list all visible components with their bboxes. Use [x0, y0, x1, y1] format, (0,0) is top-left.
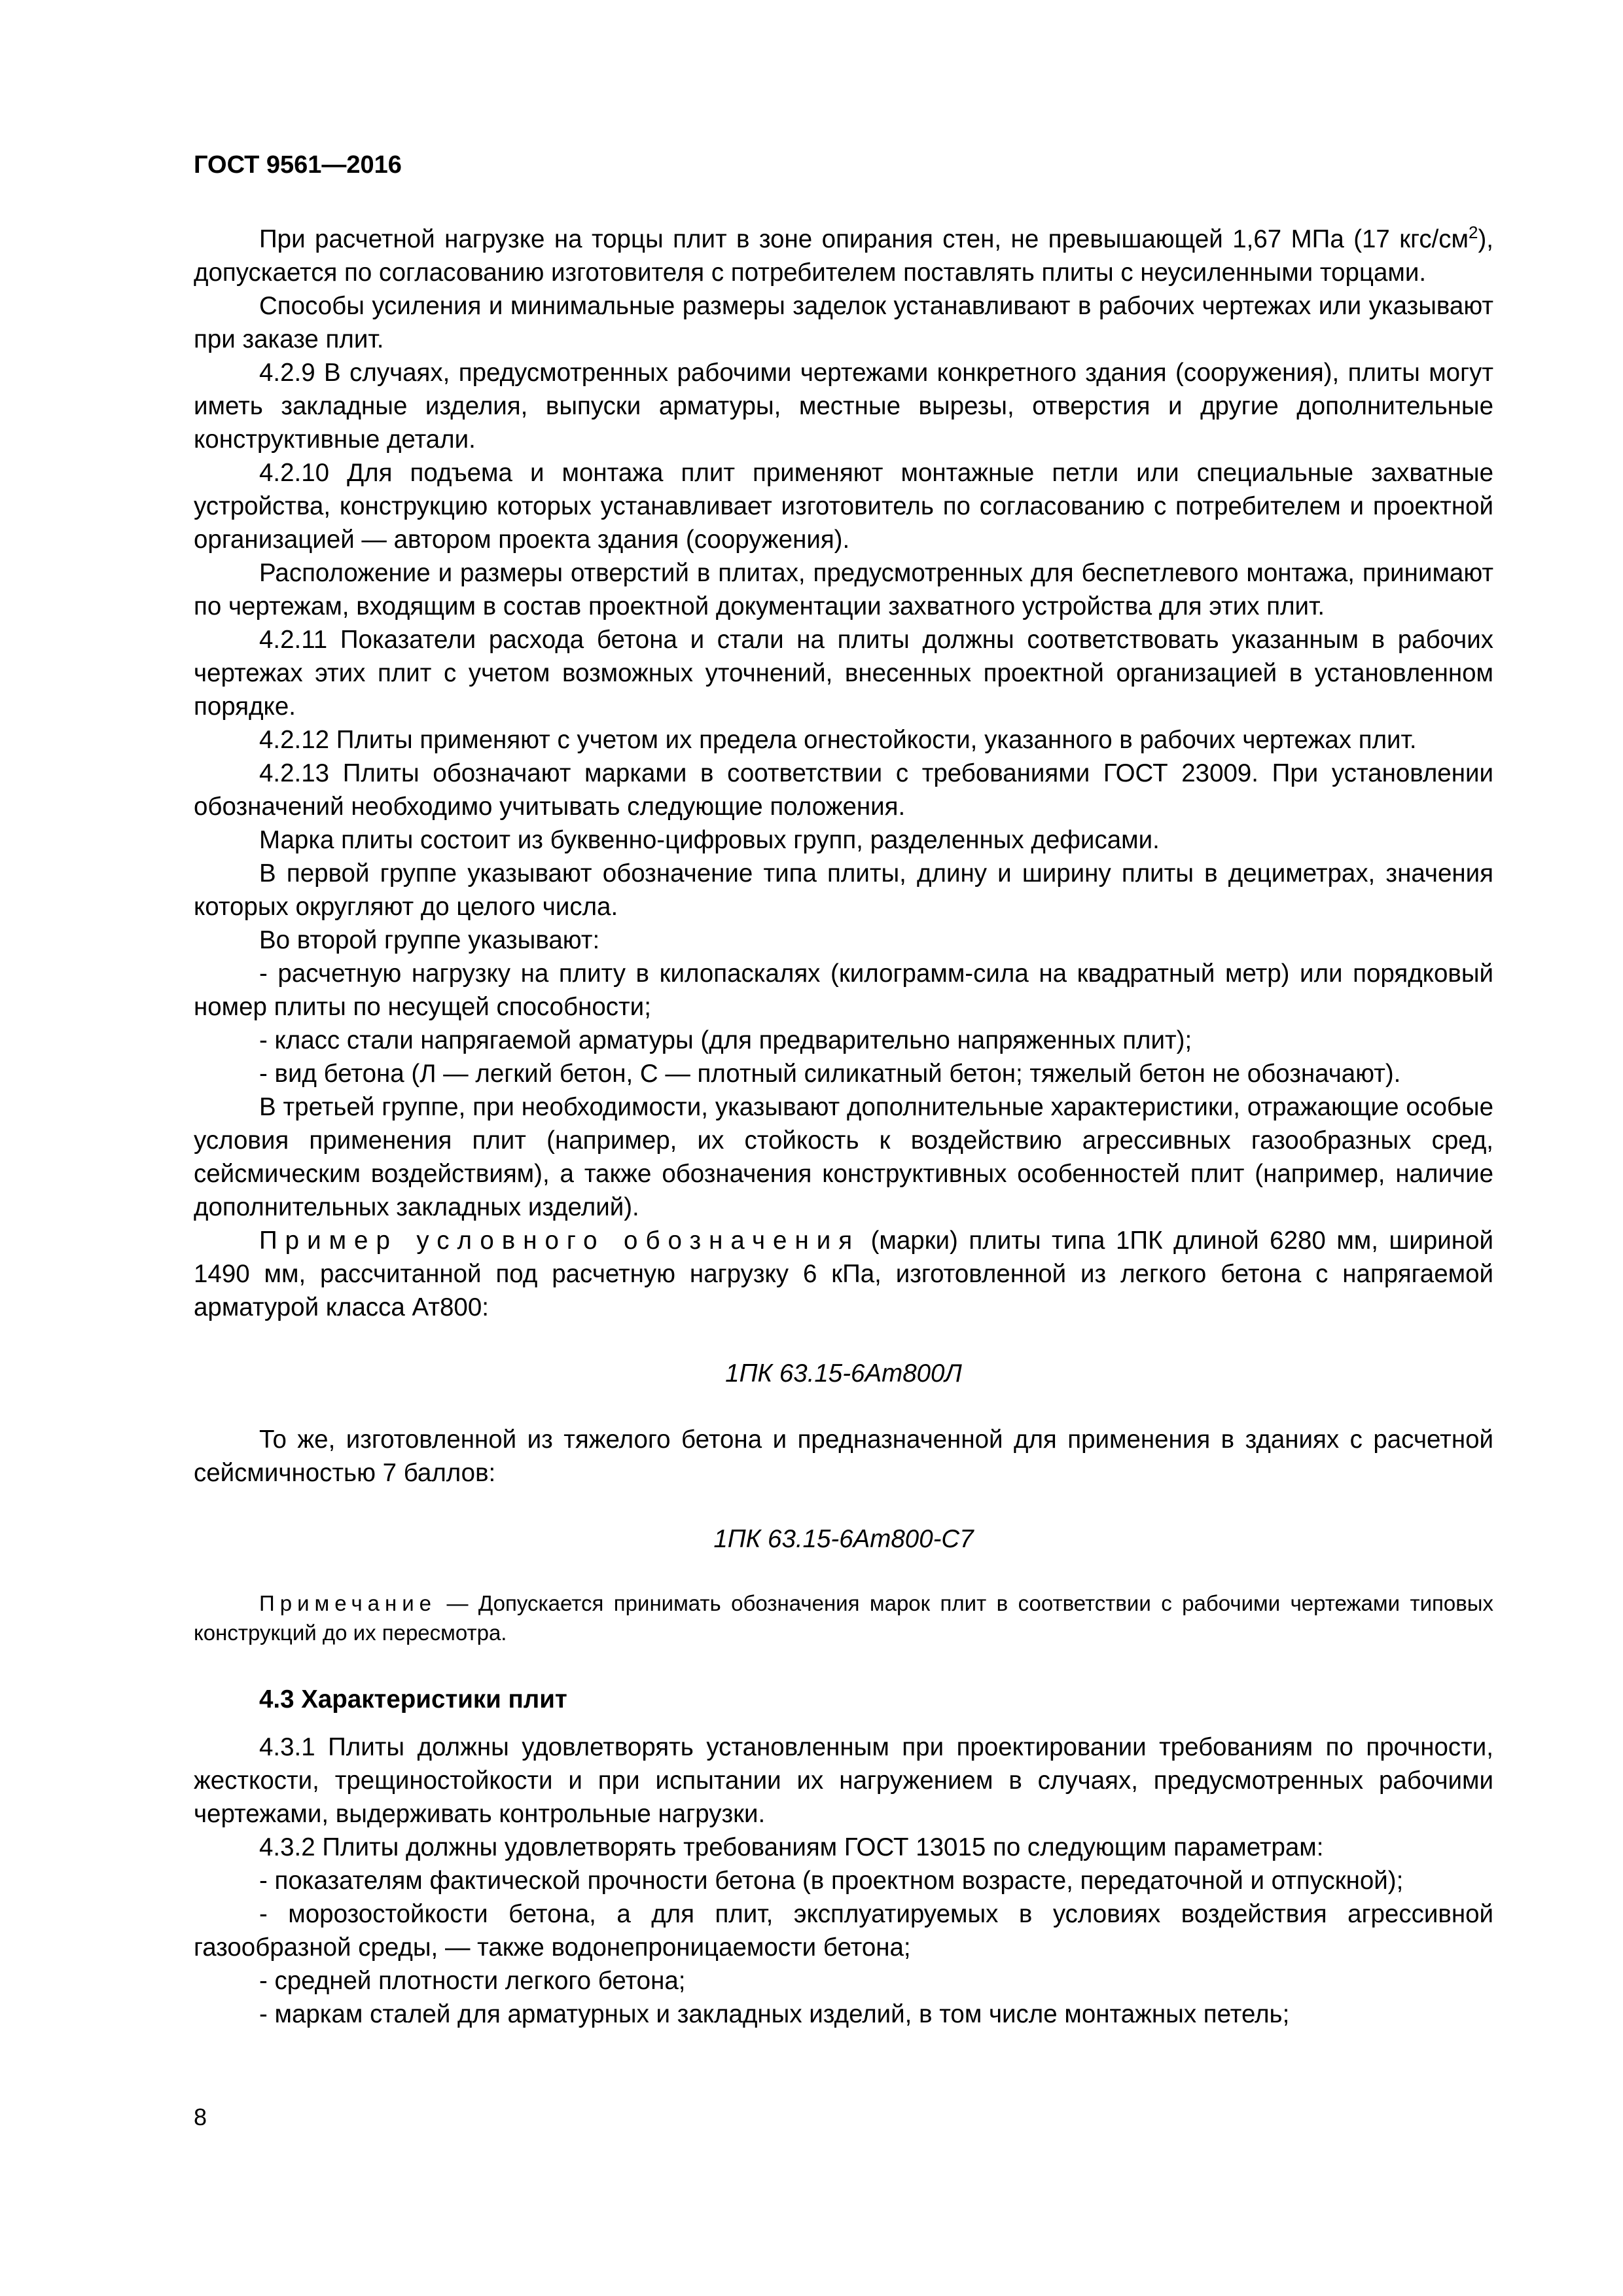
- designation-example-2: 1ПК 63.15-6Ат800-С7: [713, 1525, 974, 1553]
- list-item: - класс стали напрягаемой арматуры (для предварительно напряженных плит);: [259, 1026, 1192, 1054]
- designation-example-1: 1ПК 63.15-6Ат800Л: [725, 1359, 962, 1388]
- clause-4-2-9: 4.2.9 В случаях, предусмотренных рабочими чертежами конкретного здания (сооружения), плиты могут иметь закладные изделия, выпуски арматуры, местные вырезы, отверстия и другие дополнительные конструктивные детали.: [194, 359, 1493, 454]
- list-item: - показателям фактической прочности бетона (в проектном возрасте, передаточной и отпускной);: [259, 1867, 1404, 1895]
- superscript: 2: [1469, 223, 1478, 242]
- note-label: Примечание: [259, 1591, 437, 1615]
- paragraph: При расчетной нагрузке на торцы плит в зоне опирания стен, не превышающей 1,67 МПа (17 кгс/$см^2$), допускается по согласованию изготовителя с потребителем поставлять плиты с неусиленными торцами.: [194, 223, 1493, 287]
- clause-4-2-11: 4.2.11 Показатели расхода бетона и стали на плиты должны соответствовать указанным в рабочих чертежах этих плит с учетом возможных уточнений, внесенных проектной организацией в установленном порядке.: [194, 626, 1493, 721]
- list-item: - морозостойкости бетона, а для плит, эксплуатируемых в условиях воздействия агрессивной газообразной среды, — также водонепроницаемости бетона;: [194, 1900, 1493, 1962]
- list-item: - средней плотности легкого бетона;: [259, 1967, 686, 1995]
- page-number: 8: [194, 2104, 207, 2130]
- paragraph: В первой группе указывают обозначение типа плиты, длину и ширину плиты в дециметрах, значения которых округляют до целого числа.: [194, 859, 1493, 921]
- clause-4-2-10: 4.2.10 Для подъема и монтажа плит применяют монтажные петли или специальные захватные устройства, конструкцию которых устанавливает изготовитель по согласованию с потребителем и проектной организацией — автором проекта здания (сооружения).: [194, 459, 1493, 554]
- paragraph: В третьей группе, при необходимости, указывают дополнительные характеристики, отражающие особые условия применения плит (например, их стойкость к воздействию агрессивных газообразных сред, сейсмическим воздействиям), а также обозначения конструктивных особенностей плит (например, наличие дополнительных закладных изделий).: [194, 1093, 1493, 1221]
- example-paragraph: Пример условного обозначения (марки) плиты типа 1ПК длиной 6280 мм, шириной 1490 мм, рассчитанной под расчетную нагрузку 6 кПа, изготовленной из легкого бетона с напрягаемой арматурой класса Ат800:: [194, 1227, 1493, 1321]
- list-item: - расчетную нагрузку на плиту в килопаскалях (килограмм-сила на квадратный метр) или порядковый номер плиты по несущей способности;: [194, 960, 1493, 1021]
- paragraph: Во второй группе указывают:: [259, 926, 600, 954]
- list-item: - вид бетона (Л — легкий бетон, С — плотный силикатный бетон; тяжелый бетон не обозначают).: [259, 1060, 1401, 1088]
- paragraph: То же, изготовленной из тяжелого бетона и предназначенной для применения в зданиях с расчетной сейсмичностью 7 баллов:: [194, 1426, 1493, 1487]
- note: Примечание — Допускается принимать обозначения марок плит в соответствии с рабочими чертежами типовых конструкций до их пересмотра.: [194, 1591, 1493, 1645]
- document-body: [194, 223, 1493, 2031]
- paragraph: Способы усиления и минимальные размеры заделок устанавливают в рабочих чертежах или указывают при заказе плит.: [194, 292, 1493, 353]
- list-item: - маркам сталей для арматурных и закладных изделий, в том числе монтажных петель;: [259, 2000, 1290, 2028]
- example-label: Пример условного обозначения: [259, 1227, 861, 1255]
- document-header: ГОСТ 9561—2016: [194, 151, 402, 179]
- clause-4-2-13: 4.2.13 Плиты обозначают марками в соответствии с требованиями ГОСТ 23009. При установлении обозначений необходимо учитывать следующие положения.: [194, 759, 1493, 821]
- paragraph: Расположение и размеры отверстий в плитах, предусмотренных для беспетлевого монтажа, принимают по чертежам, входящим в состав проектной документации захватного устройства для этих плит.: [194, 559, 1493, 620]
- clause-4-2-12: 4.2.12 Плиты применяют с учетом их предела огнестойкости, указанного в рабочих чертежах плит.: [259, 726, 1417, 754]
- clause-4-3-2: 4.3.2 Плиты должны удовлетворять требованиям ГОСТ 13015 по следующим параметрам:: [259, 1833, 1324, 1861]
- section-heading: 4.3 Характеристики плит: [259, 1685, 567, 1713]
- clause-4-3-1: 4.3.1 Плиты должны удовлетворять установленным при проектировании требованиям по прочности, жесткости, трещиностойкости и при испытании их нагружением в случаях, предусмотренных рабочими чертежами, выдерживать контрольные нагрузки.: [194, 1733, 1493, 1828]
- paragraph: Марка плиты состоит из буквенно-цифровых групп, разделенных дефисами.: [259, 826, 1160, 854]
